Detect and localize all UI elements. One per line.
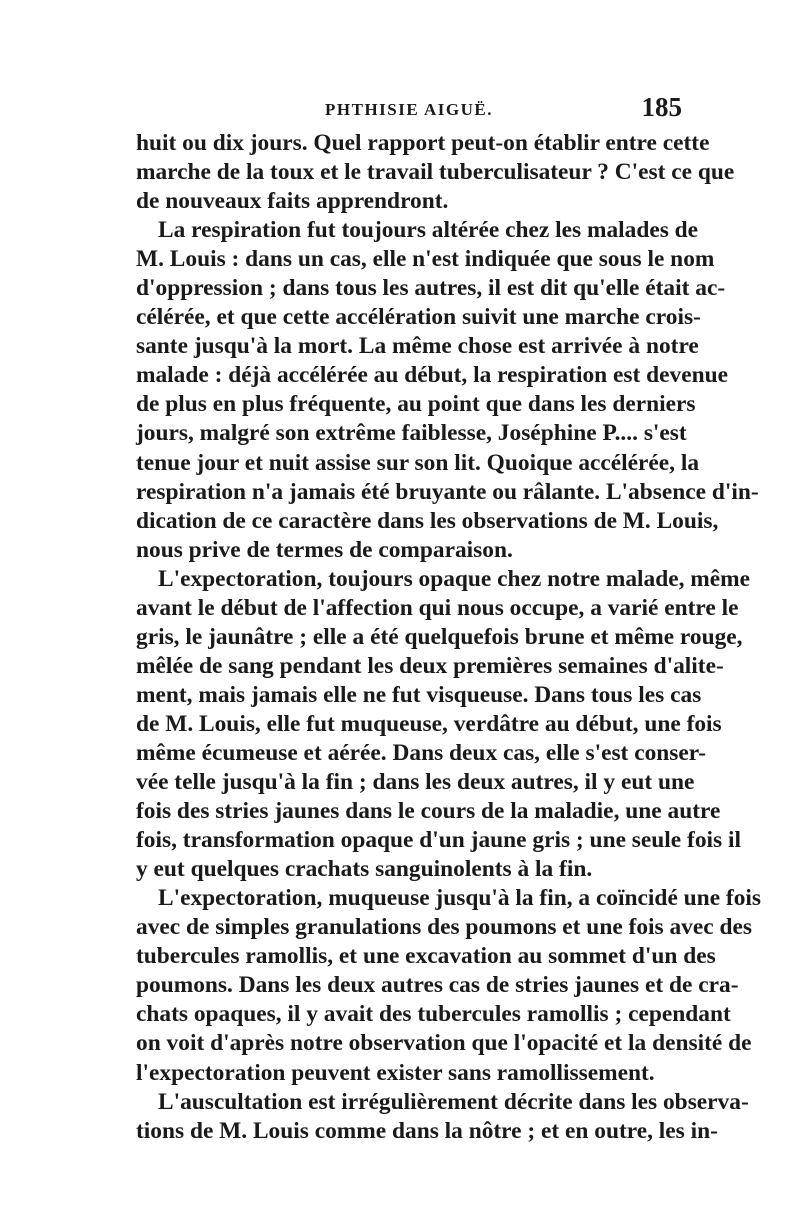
paragraph [136,884,762,1087]
text-line: gris, le jaunâtre ; elle a été quelquefois brune et même rouge, [136,623,743,650]
text-line: avant le début de l'affection qui nous occupe, a varié entre le [136,594,739,621]
text-line: sante jusqu'à la mort. La même chose est arrivée à notre [136,333,699,360]
text-line: fois, transformation opaque d'un jaune gris ; une seule fois il [136,827,741,854]
text-line: fois des stries jaunes dans le cours de la maladie, une autre [136,798,721,825]
body-text [136,129,762,1146]
paragraph [136,565,751,885]
page-number: 185 [641,92,682,122]
text-line: nous prive de termes de comparaison. [136,536,513,563]
running-head [136,92,682,126]
paragraph [136,216,759,565]
text-line: de nouveaux faits apprendront. [136,188,449,215]
paragraph [136,129,735,216]
text-line: respiration n'a jamais été bruyante ou râlante. L'absence d'in- [136,478,759,505]
text-line: L'auscultation est irrégulièrement décrite dans les observa- [158,1088,749,1115]
text-line: tions de M. Louis comme dans la nôtre ; et en outre, les in- [136,1117,718,1144]
text-line: chats opaques, il y avait des tubercules ramollis ; cependant [136,1001,731,1028]
text-line: ment, mais jamais elle ne fut visqueuse. Dans tous les cas [136,681,702,708]
running-title: PHTHISIE AIGUË. [325,100,493,119]
text-line: tenue jour et nuit assise sur son lit. Quoique accélérée, la [136,449,700,476]
text-line: marche de la toux et le travail tuberculisateur ? C'est ce que [136,159,735,186]
text-line: vée telle jusqu'à la fin ; dans les deux autres, il y eut une [136,769,695,796]
text-line: tubercules ramollis, et une excavation au sommet d'un des [136,943,716,970]
paragraph [136,1088,749,1146]
text-line: dication de ce caractère dans les observations de M. Louis, [136,507,719,534]
text-line: jours, malgré son extrême faiblesse, Joséphine P.... s'est [136,420,687,447]
text-line: La respiration fut toujours altérée chez les malades de [158,217,699,244]
text-line: avec de simples granulations des poumons et une fois avec des [136,914,752,941]
text-line: malade : déjà accélérée au début, la respiration est devenue [136,362,729,389]
text-line: huit ou dix jours. Quel rapport peut-on établir entre cette [136,130,710,156]
text-line: de plus en plus fréquente, au point que dans les derniers [136,391,696,418]
text-line: même écumeuse et aérée. Dans deux cas, elle s'est conser- [136,739,707,766]
text-line: poumons. Dans les deux autres cas de stries jaunes et de cra- [136,972,739,999]
text-line: l'expectoration peuvent exister sans ramollissement. [136,1059,655,1086]
text-line: on voit d'après notre observation que l'opacité et la densité de [136,1030,752,1057]
text-line: d'oppression ; dans tous les autres, il est dit qu'elle était ac- [136,275,726,302]
text-line: célérée, et que cette accélération suivit une marche crois- [136,304,701,331]
text-line: L'expectoration, muqueuse jusqu'à la fin, a coïncidé une fois [158,885,762,912]
text-line: de M. Louis, elle fut muqueuse, verdâtre au début, une fois [136,710,722,737]
text-line: y eut quelques crachats sanguinolents à la fin. [136,856,593,883]
text-line: mêlée de sang pendant les deux premières semaines d'alite- [136,652,724,679]
text-line: L'expectoration, toujours opaque chez notre malade, même [158,565,751,592]
text-line: M. Louis : dans un cas, elle n'est indiquée que sous le nom [136,246,715,273]
